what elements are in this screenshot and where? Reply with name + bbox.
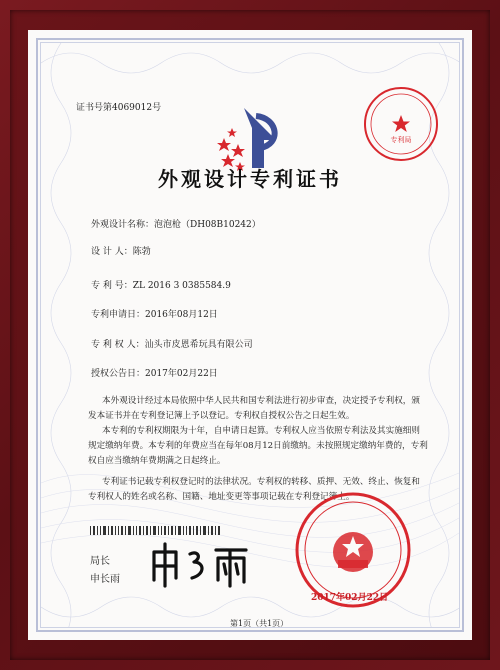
patent-number: 专 利 号：ZL 2016 3 0385584.9	[91, 281, 231, 291]
svg-text:专利局: 专利局	[390, 136, 412, 144]
page-indicator: 第1页（共1页）	[230, 619, 289, 628]
signature-title: 局长	[90, 556, 110, 567]
signature	[146, 540, 256, 590]
paragraph-3b: 专利权人的姓名或名称、国籍、地址变更等事项记载在专利登记簿上。	[88, 492, 355, 502]
patentee: 专 利 权 人：汕头市皮恩希玩具有限公司	[91, 340, 253, 350]
paragraph-1: 本外观设计经过本局依照中华人民共和国专利法进行初步审查，决定授予专利权，颁	[102, 396, 420, 406]
paragraph-2: 本专利的专利权期限为十年，自申请日起算。专利权人应当依照专利法及其实施细则	[102, 426, 420, 436]
paragraph-2b: 规定缴纳年费。本专利的年费应当在每年08月12日前缴纳。未按照规定缴纳年费的，专利	[88, 441, 428, 451]
certificate-title: 外观设计专利证书	[158, 167, 342, 191]
barcode	[90, 526, 220, 535]
paragraph-2c: 权自应当缴纳年费期满之日起终止。	[88, 456, 226, 466]
certificate-paper	[28, 30, 472, 640]
certificate-number: 证书号第4069012号	[76, 103, 162, 113]
filing-date: 专利申请日：2016年08月12日	[91, 310, 218, 320]
paragraph-1b: 发本证书并在专利登记簿上予以登记。专利权自授权公告之日起生效。	[88, 411, 355, 421]
red-seal-top	[362, 85, 440, 163]
grant-date: 授权公告日：2017年02月22日	[91, 369, 218, 379]
paragraph-3: 专利证书记载专利权登记时的法律状况。专利权的转移、质押、无效、终止、恢复和	[102, 477, 420, 487]
designer: 设 计 人：陈勃	[91, 247, 151, 257]
seal-date: 2017年02月22日	[311, 593, 389, 603]
signature-name: 申长雨	[90, 574, 120, 585]
design-name: 外观设计名称：泡泡枪（DH08B10242）	[91, 220, 261, 230]
